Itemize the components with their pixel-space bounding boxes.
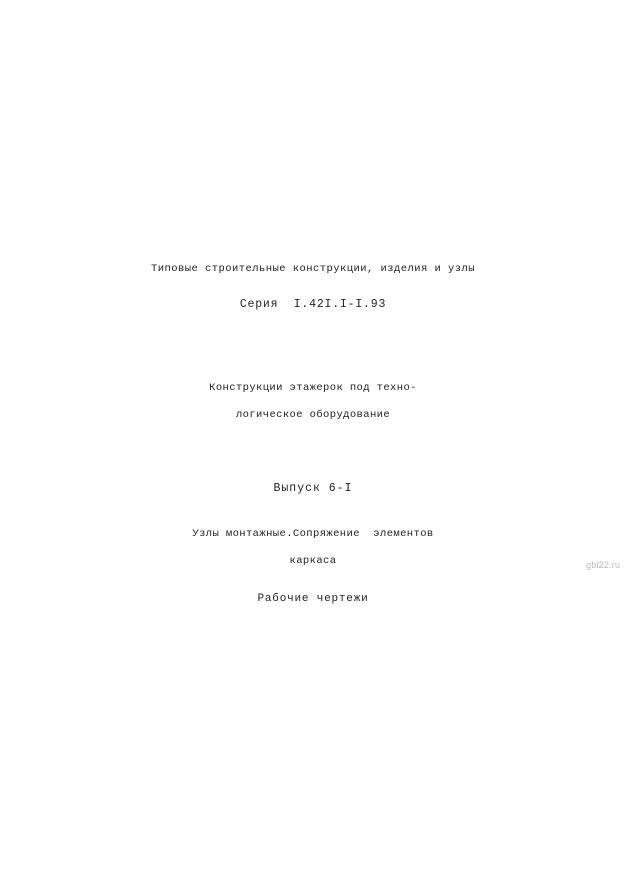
description-line-2: логическое оборудование <box>235 409 391 422</box>
issue-group <box>0 481 626 498</box>
issue-number: Выпуск 6-I <box>273 482 353 495</box>
series-heading-group <box>0 262 626 314</box>
subtitle-line-2: каркаса <box>289 555 337 568</box>
subtitle-line-1: Узлы монтажные.Сопряжение элементов <box>192 528 434 540</box>
series-heading-line-1: Типовые строительные конструкции, изделия и узлы <box>150 263 476 275</box>
document-kind: Рабочие чертежи <box>257 593 369 605</box>
series-number-line: Серия I.42I.I-I.93 <box>239 298 387 312</box>
construction-description-group <box>0 381 626 423</box>
subtitle-group <box>0 527 626 569</box>
document-kind-group <box>0 592 626 608</box>
watermark-label: gbi22.ru <box>586 560 621 570</box>
description-line-1: Конструкции этажерок под техно- <box>209 382 417 394</box>
